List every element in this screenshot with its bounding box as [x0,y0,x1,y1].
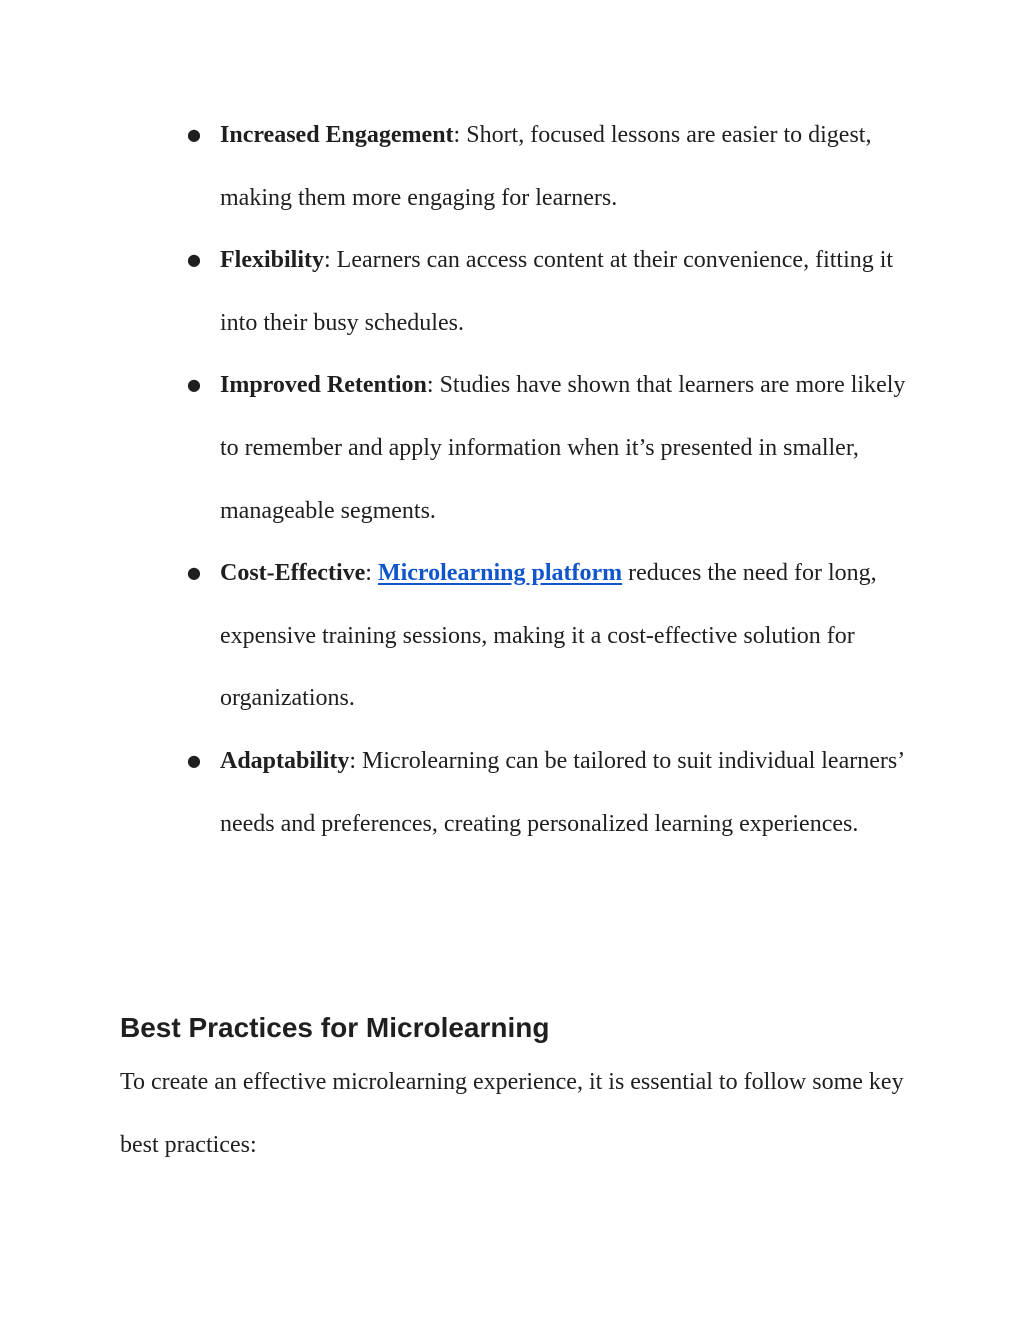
bullet-icon: ● [187,250,201,270]
benefit-term: Cost-Effective [220,560,366,587]
microlearning-platform-link[interactable]: Microlearning platform [377,560,623,587]
benefit-description: Microlearning can be tailored to suit individual learners’ needs and preferences, creating personalized learning experiences. [220,747,904,837]
benefit-description: Learners can access content at their convenience, fitting it into their busy schedules. [220,247,894,336]
bullet-icon: ● [187,125,201,144]
benefit-term: Increased Engagement [220,122,454,148]
section-heading: Best Practices for Microlearning [120,1012,550,1043]
benefit-term: Flexibility [220,247,324,274]
term-separator: : [426,372,440,399]
list-item [187,542,917,730]
list-item [187,104,917,229]
benefit-description: Short, focused lessons are easier to digest, making them more engaging for learners. [220,122,872,211]
section-intro-paragraph: To create an effective microlearning experience, it is essential to follow some key best practices: [120,1069,904,1158]
term-separator: : [365,560,378,587]
list-item [187,354,917,542]
benefit-description: Studies have shown that learners are more likely to remember and apply information when it’s presented in smaller, manageable segments. [220,372,906,524]
bullet-icon: ● [187,750,201,770]
benefit-description: reduces the need for long, expensive training sessions, making it a cost-effective solution for organizations. [220,560,877,712]
bullet-icon: ● [187,375,201,395]
list-item [187,730,917,855]
benefit-term: Adaptability [220,747,350,774]
term-separator: : [453,122,467,148]
list-item [187,229,917,354]
benefit-term: Improved Retention [220,372,427,399]
term-separator: : [349,747,363,774]
benefits-list [187,104,917,855]
term-separator: : [324,247,337,274]
bullet-icon: ● [187,563,201,583]
